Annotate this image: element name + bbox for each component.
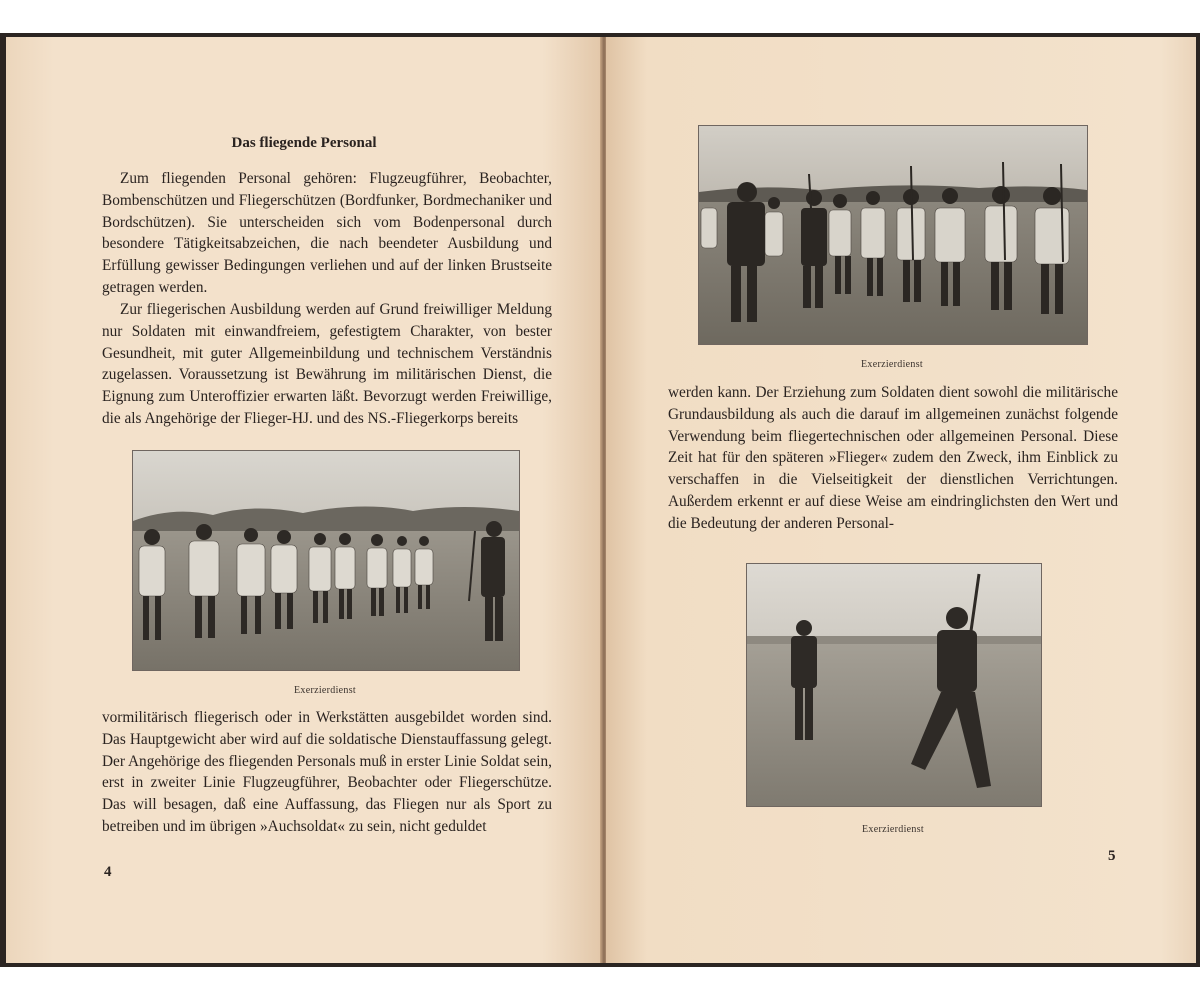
left-page [6, 37, 602, 963]
book-spread [0, 33, 1200, 967]
left-paragraph-1: Zum fliegenden Personal gehören: Flugzeugführer, Beobachter, Bombenschützen und Fliegerschützen (Bordfunker, Bordmechaniker und Bordschützen). Sie unterscheiden sich vom Bodenpersonal durch besondere Tätigkeitsabzeichen, die nach beendeter Ausbildung und Erfüllung gewisser Bedingungen verliehen und auf der linken Brustseite getragen werden. [102, 170, 552, 296]
page-number-right: 5 [1108, 848, 1116, 864]
left-paragraph-2: Zur fliegerischen Ausbildung werden auf Grund freiwilliger Meldung nur Soldaten mit einwandfreiem, gefestigtem Charakter, von bester Gesundheit, mit guter Allgemeinbildung und technischem Verständnis zugelassen. Voraussetzung ist Bewährung im militärischen Dienst, die Eignung zum Unteroffizier erwarten läßt. Bevorzugt werden Freiwillige, die als Angehörige der Flieger-HJ. und des NS.-Fliegerkorps bereits [102, 301, 552, 427]
left-photo-caption: Exerzierdienst [294, 685, 356, 696]
right-page [606, 37, 1196, 963]
right-paragraph-1: werden kann. Der Erziehung zum Soldaten dient sowohl die militärische Grundausbildung als auch die darauf im allgemeinen zunächst folgende Verwendung beim fliegertechnischen oder allgemeinen Personal. Diese Zeit hat für den späteren »Flieger« zudem den Zweck, ihm Einblick zu verschaffen in die Vielseitigkeit der dienstlichen Verrichtungen. Außerdem erkennt er auf diese Weise am eindringlichsten den Wert und die Bedeutung der anderen Personal- [668, 384, 1118, 532]
section-heading: Das fliegende Personal [231, 135, 377, 151]
photo-marching-soldier [746, 563, 1042, 807]
right-photo-1-caption: Exerzierdienst [861, 359, 923, 370]
photo-squad-formation [132, 450, 520, 671]
right-photo-2-caption: Exerzierdienst [862, 824, 924, 835]
photo-officer-inspection [698, 125, 1088, 345]
left-paragraph-3: vormilitärisch fliegerisch oder in Werkstätten ausgebildet worden sind. Das Hauptgewicht aber wird auf die soldatische Dienstauffassung gelegt. Der Angehörige des fliegenden Personals muß in erster Linie Soldat sein, erst in zweiter Linie Flugzeugführer, Beobachter oder Fliegerschütze. Das will besagen, daß eine Auffassung, das Fliegen nur als Sport zu betreiben und im übrigen »Auchsoldat« zu sein, nicht geduldet [102, 709, 552, 835]
page-number-left: 4 [104, 864, 112, 880]
